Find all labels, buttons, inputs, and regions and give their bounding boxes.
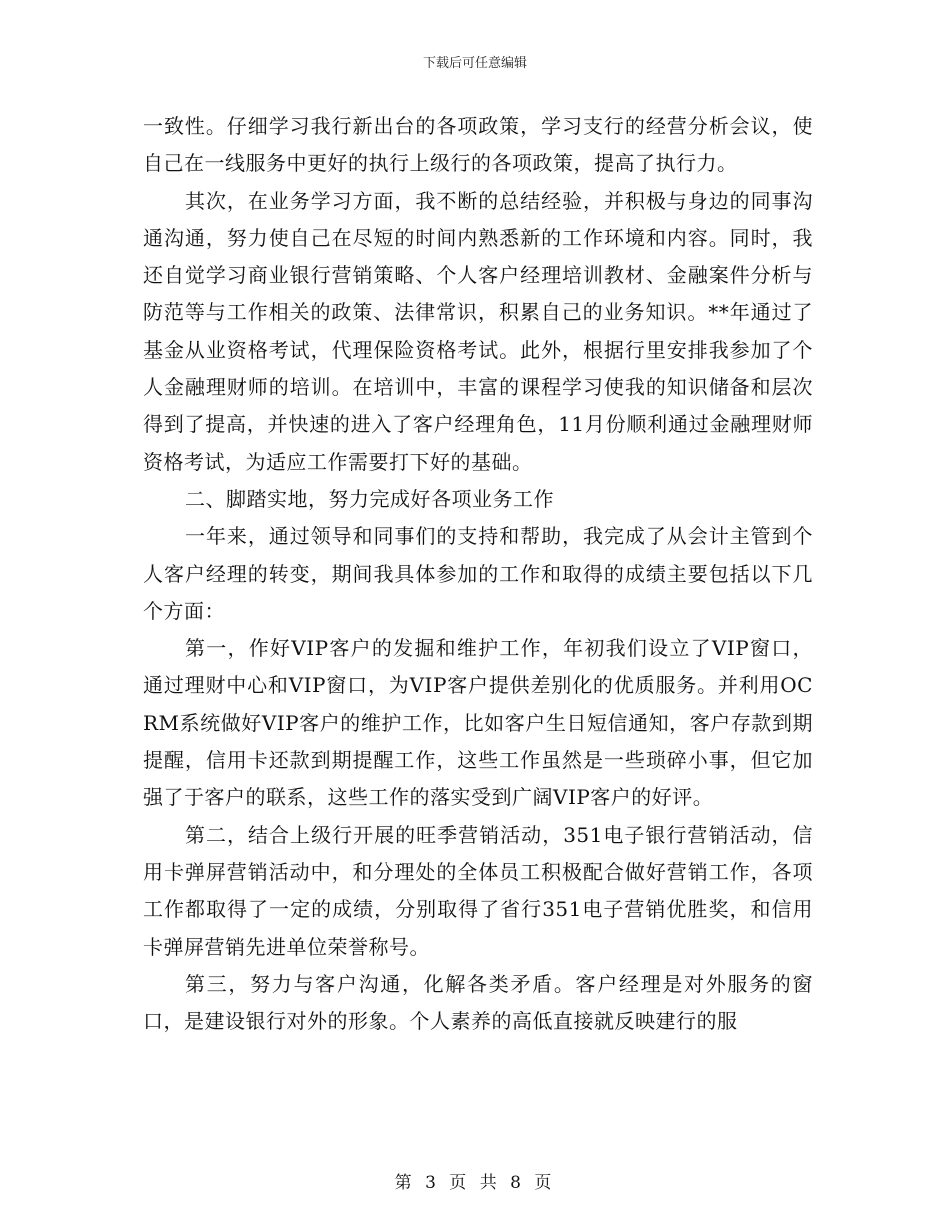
page-number: 第 3 页 共 8 页 [394,1173,556,1193]
paragraph-5: 第二，结合上级行开展的旺季营销活动，351电子银行营销活动，信用卡弹屏营销活动中，和分理处的全体员工积极配合做好营销工作，各项工作都取得了一定的成绩，分别取得了省行351电子营销优胜奖，和信用卡弹屏营销先进单位荣誉称号。 [143,822,813,959]
paragraph-4: 第一，作好VIP客户的发掘和维护工作，年初我们设立了VIP窗口，通过理财中心和VIP窗口，为VIP客户提供差别化的优质服务。并利用OCRM系统做好VIP客户的维护工作，比如客户生日短信通知，客户存款到期提醒，信用卡还款到期提醒工作，这些工作虽然是一些琐碎小事，但它加强了于客户的联系，这些工作的落实受到广阔VIP客户的好评。 [143,636,813,810]
paragraph-2: 其次，在业务学习方面，我不断的总结经验，并积极与身边的同事沟通沟通，努力使自己在尽短的时间内熟悉新的工作环境和内容。同时，我还自觉学习商业银行营销策略、个人客户经理培训教材、金融案件分析与防范等与工作相关的政策、法律常识，积累自己的业务知识。**年通过了基金从业资格考试，代理保险资格考试。此外，根据行里安排我参加了个人金融理财师的培训。在培训中，丰富的课程学习使我的知识储备和层次得到了提高，并快速的进入了客户经理角色，11月份顺利通过金融理财师资格考试，为适应工作需要打下好的基础。 [143,188,813,474]
paragraph-6: 第三，努力与客户沟通，化解各类矛盾。客户经理是对外服务的窗口，是建设银行对外的形象。个人素养的高低直接就反映建行的服 [143,971,813,1034]
paragraph-1: 一致性。仔细学习我行新出台的各项政策，学习支行的经营分析会议，使自己在一线服务中更好的执行上级行的各项政策，提高了执行力。 [143,114,813,176]
document-body [143,108,813,1040]
paragraph-3: 一年来，通过领导和同事们的支持和帮助，我完成了从会计主管到个人客户经理的转变，期间我具体参加的工作和取得的成绩主要包括以下几个方面： [143,524,813,623]
page-header-note: 下载后可任意编辑 [422,56,527,71]
section-heading: 二、脚踏实地，努力完成好各项业务工作 [185,486,554,511]
